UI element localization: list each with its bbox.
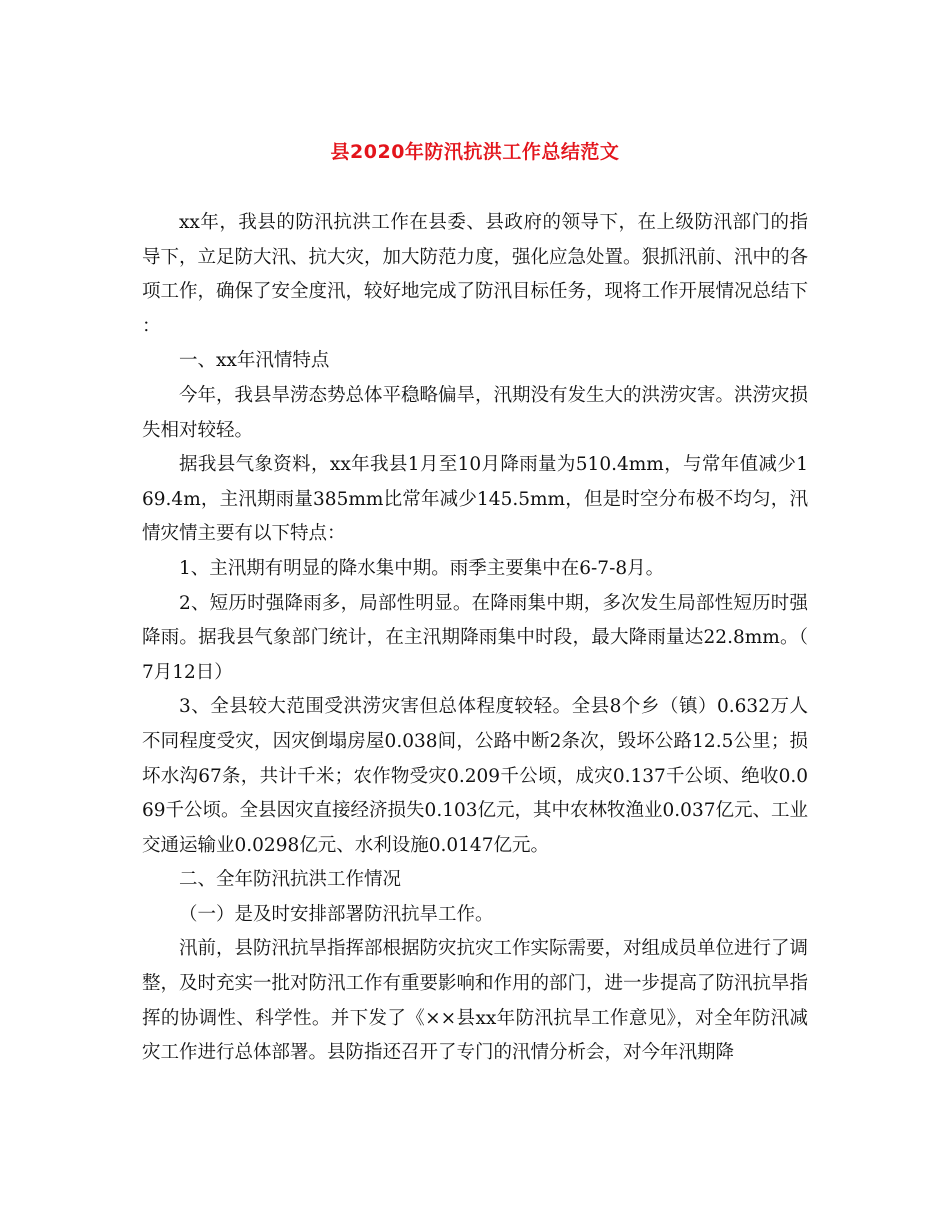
heading-section-1: 一、xx年汛情特点 (179, 350, 330, 372)
paragraph-point-3: 3、全县较大范围受洪涝灾害但总体程度较轻。全县8个乡（镇）0.632万人不同程度受灾，因灾倒塌房屋0.038间，公路中断2条次，毁坏公路12.5公里；损坏水沟67条，共计千米；农作物受灾0.209千公顷，成灾0.137千公顷、绝收0.069千公顷。全县因灾直接经济损失0.103亿元，其中农林牧渔业0.037亿元、工业交通运输业0.0298亿元、水利设施0.0147亿元。 (142, 696, 808, 856)
heading-section-2: 二、全年防汛抗洪工作情况 (179, 869, 402, 891)
paragraph-intro: xx年，我县的防汛抗洪工作在县委、县政府的领导下，在上级防汛部门的指导下，立足防大汛、抗大灾，加大防范力度，强化应急处置。狠抓汛前、汛中的各项工作，确保了安全度汛，较好地完成了防汛目标任务，现将工作开展情况总结下： (142, 212, 809, 337)
document-title: 县2020年防汛抗洪工作总结范文 (330, 141, 620, 163)
subheading-1: （一）是及时安排部署防汛抗旱工作。 (179, 903, 494, 925)
paragraph-preparation: 汛前，县防汛抗旱指挥部根据防灾抗灾工作实际需要，对组成员单位进行了调整，及时充实一批对防汛工作有重要影响和作用的部门，进一步提高了防汛抗旱指挥的协调性、科学性。并下发了《××县xx年防汛抗旱工作意见》，对全年防汛减灾工作进行总体部署。县防指还召开了专门的汛情分析会，对今年汛期降 (142, 938, 809, 1064)
paragraph-point-1: 1、主汛期有明显的降水集中期。雨季主要集中在6-7-8月。 (179, 557, 665, 579)
document-body (142, 206, 808, 1071)
paragraph-point-2: 2、短历时强降雨多，局部性明显。在降雨集中期，多次发生局部性短历时强降雨。据我县气象部门统计，在主汛期降雨集中时段，最大降雨量达22.8mm。（7月12日） (142, 592, 808, 683)
paragraph-rainfall: 据我县气象资料，xx年我县1月至10月降雨量为510.4mm，与常年值减少169.4m，主汛期雨量385mm比常年减少145.5mm，但是时空分布极不均匀，汛情灾情主要有以下特点： (142, 454, 808, 545)
paragraph-overview: 今年，我县旱涝态势总体平稳略偏旱，汛期没有发生大的洪涝灾害。洪涝灾损失相对较轻。 (142, 384, 809, 441)
